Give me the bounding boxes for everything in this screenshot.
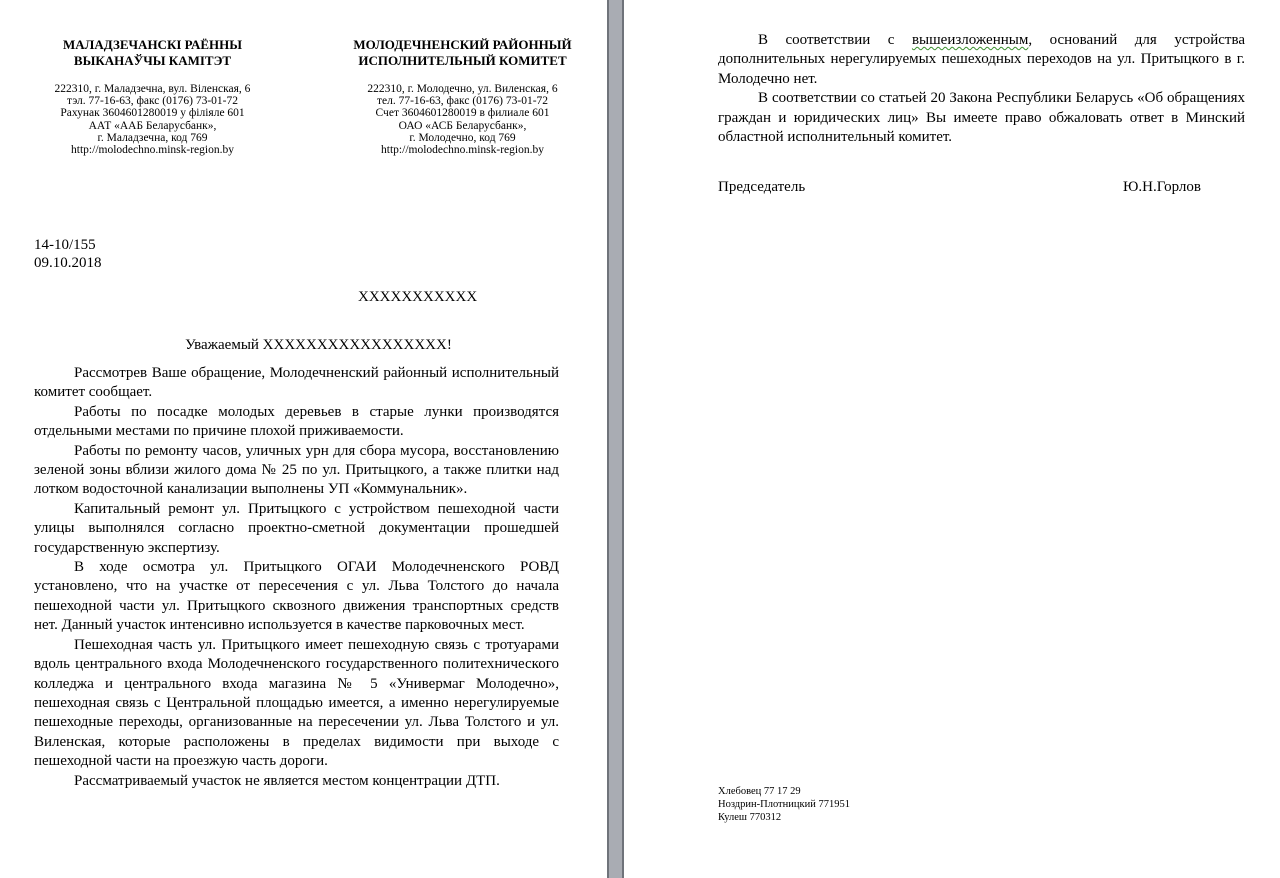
letter-body-page-1 bbox=[34, 364, 559, 791]
signature-name: Ю.Н.Горлов bbox=[1123, 179, 1201, 195]
bank-name: ОАО «АСБ Беларусбанк», bbox=[398, 119, 527, 132]
document-page-1 bbox=[0, 0, 607, 878]
spellcheck-marked-word: вышеизложенным bbox=[911, 32, 1029, 48]
bank-name: ААТ «ААБ Беларусбанк», bbox=[88, 119, 217, 132]
registration-block bbox=[34, 236, 102, 272]
address: 222310, г. Маладзечна, вул. Віленская, 6 bbox=[54, 83, 251, 95]
address: 222310, г. Молодечно, ул. Виленская, 6 bbox=[367, 83, 558, 95]
contact-line: Кулеш 770312 bbox=[718, 812, 782, 823]
phone: тэл. 77-16-63, факс (0176) 73-01-72 bbox=[67, 95, 238, 108]
document-page-2 bbox=[624, 0, 1280, 878]
paragraph: Работы по посадке молодых деревьев в старые лунки производятся отдельными местами по причине плохой приживаемости. bbox=[34, 403, 559, 440]
letter-body-page-2 bbox=[718, 31, 1245, 147]
paragraph: Работы по ремонту часов, уличных урн для сбора мусора, восстановлению зеленой зоны вблизи жилого дома № 25 по ул. Притыцкого, а также плитки над лотком водосточной канализации выполнены УП «Коммунальник». bbox=[34, 442, 559, 498]
paragraph: В соответствии со статьей 20 Закона Республики Беларусь «Об обращениях граждан и юридических лиц» Вы имеете право обжаловать ответ в Минский областной исполнительный комитет. bbox=[718, 90, 1245, 146]
signature-title: Председатель bbox=[718, 179, 806, 195]
paragraph bbox=[718, 31, 1245, 89]
phone: тел. 77-16-63, факс (0176) 73-01-72 bbox=[376, 95, 549, 108]
paragraph: Пешеходная часть ул. Притыцкого имеет пешеходную связь с тротуарами вдоль центрального входа Молодечненского государственного политехнического колледжа и центрального входа магазина № 5 «Универмаг Молодечно», пешеходная связь с Центральной площадью имеется, а именно нерегулируемые пешеходные переходы, организованные на пересечении ул. Льва Толстого и ул. Виленская, которые расположены в пределах видимости при выходе с пешеходной части на проезжую часть дороги. bbox=[34, 636, 559, 770]
page-edge-left bbox=[607, 0, 609, 878]
letterhead-title-ru bbox=[335, 37, 590, 69]
website: http://molodechno.minsk-region.by bbox=[71, 144, 234, 157]
letterhead-russian bbox=[335, 37, 590, 156]
registration-number: 14-10/155 bbox=[34, 237, 96, 253]
title-line: ВЫКАНАЎЧЫ КАМІТЭТ bbox=[73, 53, 232, 68]
letterhead-belarusian bbox=[30, 37, 275, 156]
executors-contacts bbox=[718, 785, 850, 824]
document-date: 09.10.2018 bbox=[34, 255, 102, 271]
city-code: г. Молодечно, код 769 bbox=[409, 131, 516, 144]
website: http://molodechno.minsk-region.by bbox=[381, 144, 544, 157]
contact-line: Хлебовец 77 17 29 bbox=[718, 786, 801, 797]
title-line: МАЛАДЗЕЧАНСКІ РАЁННЫ bbox=[62, 37, 243, 52]
title-line: МОЛОДЕЧНЕНСКИЙ РАЙОННЫЙ bbox=[353, 37, 572, 52]
letterhead-title-be bbox=[30, 37, 275, 69]
paragraph: Рассматриваемый участок не является местом концентрации ДТП. bbox=[74, 772, 500, 789]
bank-account: Рахунак 3604601280019 у філіяле 601 bbox=[60, 107, 245, 120]
bank-account: Счет 3604601280019 в филиале 601 bbox=[375, 107, 550, 120]
page-separator bbox=[607, 0, 624, 878]
paragraph: Капитальный ремонт ул. Притыцкого с устройством пешеходной части улицы выполнялся согласно проектно-сметной документации прошедшей государственную экспертизу. bbox=[34, 500, 559, 556]
title-line: ИСПОЛНИТЕЛЬНЫЙ КОМИТЕТ bbox=[358, 53, 567, 68]
addressee: ХХХХХХХХХХХ bbox=[358, 289, 478, 305]
text-run: , оснований для устройства дополнительных нерегулируемых пешеходных переходов на ул. Притыцкого в г. Молодечно нет. bbox=[718, 32, 1245, 87]
city-code: г. Маладзечна, код 769 bbox=[97, 131, 208, 144]
salutation: Уважаемый ХХХХХХХХХХХХХХХХХ! bbox=[185, 337, 452, 353]
contact-line: Ноздрин-Плотницкий 771951 bbox=[718, 799, 850, 810]
letterhead-details-be bbox=[30, 83, 275, 156]
paragraph: В ходе осмотра ул. Притыцкого ОГАИ Молодечненского РОВД установлено, что на участке от пересечения с ул. Льва Толстого до начала пешеходной части ул. Притыцкого сквозного движения транспортных средств нет. Данный участок интенсивно используется в качестве парковочных мест. bbox=[34, 559, 559, 634]
letterhead-details-ru bbox=[335, 83, 590, 156]
paragraph: Рассмотрев Ваше обращение, Молодечненский районный исполнительный комитет сообщает. bbox=[34, 365, 559, 401]
text-run: В соответствии с bbox=[758, 32, 912, 48]
